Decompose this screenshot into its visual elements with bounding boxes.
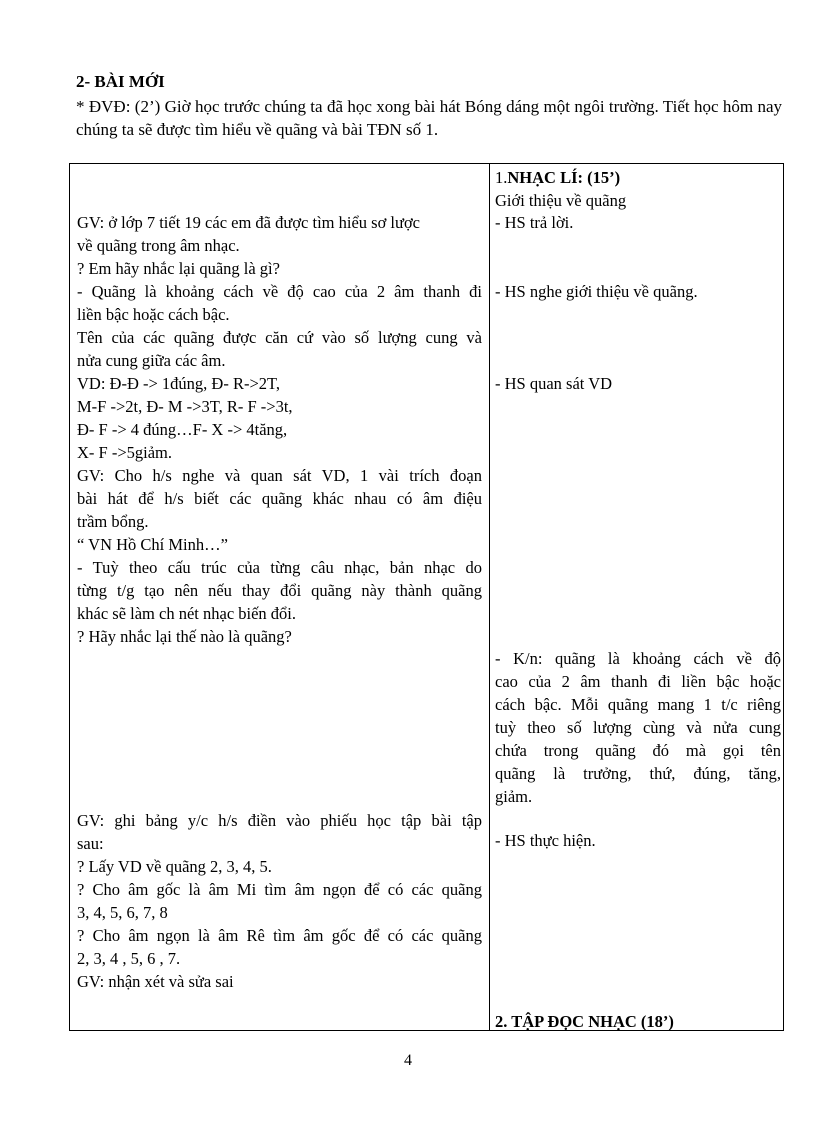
left-line: 3, 4, 5, 6, 7, 8 — [77, 903, 168, 922]
tap-doc-nhac-heading: 2. TẬP ĐỌC NHẠC (18’) — [495, 1012, 674, 1031]
left-line: ? Cho âm gốc là âm Mi tìm âm ngọn để có các quãng — [77, 880, 482, 899]
left-line: - Tuỳ theo cấu trúc của từng câu nhạc, bản nhạc do — [77, 558, 482, 577]
right-line: - HS nghe giới thiệu về quãng. — [495, 282, 698, 301]
left-line: GV: ghi bảng y/c h/s điền vào phiếu học tập bài tập — [77, 811, 482, 830]
left-line: Đ- F -> 4 đúng…F- X -> 4tăng, — [77, 420, 288, 439]
right-line: - K/n: quãng là khoảng cách về độ — [495, 649, 781, 668]
left-line: ? Em hãy nhắc lại quãng là gì? — [77, 259, 280, 278]
left-line: 2, 3, 4 , 5, 6 , 7. — [77, 949, 181, 968]
left-line: Tên của các quãng được căn cứ vào số lượng cung và — [77, 328, 482, 347]
lesson-table — [69, 163, 784, 1031]
right-line: cao của 2 âm thanh đi liền bậc hoặc — [495, 672, 781, 691]
right-line: giảm. — [495, 787, 533, 806]
left-line: GV: nhận xét và sửa sai — [77, 972, 234, 991]
left-line: khác sẽ làm ch nét nhạc biến đổi. — [77, 604, 297, 623]
left-line: bài hát để h/s biết các quãng khác nhau có âm điệu — [77, 489, 482, 508]
left-line: từng t/g tạo nên nếu thay đổi quãng này thành quãng — [77, 581, 482, 600]
right-line: Giới thiệu về quãng — [495, 191, 627, 210]
left-line: GV: ở lớp 7 tiết 19 các em đã được tìm hiểu sơ lược — [77, 213, 421, 232]
left-line: VD: Đ-Đ -> 1đúng, Đ- R->2T, — [77, 374, 280, 393]
right-line: - HS thực hiện. — [495, 831, 596, 850]
left-line: ? Hãy nhắc lại thế nào là quãng? — [77, 627, 292, 646]
left-line: sau: — [77, 834, 104, 853]
column-divider — [489, 164, 490, 1030]
right-line: quãng là trưởng, thứ, đúng, tăng, — [495, 764, 781, 783]
left-line: - Quãng là khoảng cách về độ cao của 2 âm thanh đi — [77, 282, 482, 301]
right-line: - HS quan sát VD — [495, 374, 613, 393]
right-line: chứa trong quãng đó mà gọi tên — [495, 741, 781, 760]
right-line: - HS trả lời. — [495, 213, 574, 232]
right-line: tuỳ theo số lượng cùng và nửa cung — [495, 718, 781, 737]
intro-paragraph: * ĐVĐ: (2’) Giờ học trước chúng ta đã học xong bài hát Bóng dáng một ngôi trường. Tiết học hôm nay chúng ta sẽ được tìm hiểu về quãng và bài TĐN số 1. — [76, 97, 782, 139]
section-heading: 2- BÀI MỚI — [76, 72, 165, 91]
left-line: ? Cho âm ngọn là âm Rê tìm âm gốc để có các quãng — [77, 926, 482, 945]
left-line: về quãng trong âm nhạc. — [77, 236, 240, 255]
right-line: cách bậc. Mỗi quãng mang 1 t/c riêng — [495, 695, 781, 714]
left-line: “ VN Hồ Chí Minh…” — [77, 535, 228, 554]
left-line: M-F ->2t, Đ- M ->3T, R- F ->3t, — [77, 397, 293, 416]
left-line: liền bậc hoặc cách bậc. — [77, 305, 230, 324]
left-line: ? Lấy VD về quãng 2, 3, 4, 5. — [77, 857, 272, 876]
nhac-li-heading: 1.NHẠC LÍ: (15’) — [495, 168, 621, 187]
left-line: trầm bổng. — [77, 512, 149, 531]
left-line: GV: Cho h/s nghe và quan sát VD, 1 vài trích đoạn — [77, 466, 482, 485]
left-line: nửa cung giữa các âm. — [77, 351, 226, 370]
left-line: X- F ->5giảm. — [77, 443, 173, 462]
page-number: 4 — [404, 1052, 412, 1069]
